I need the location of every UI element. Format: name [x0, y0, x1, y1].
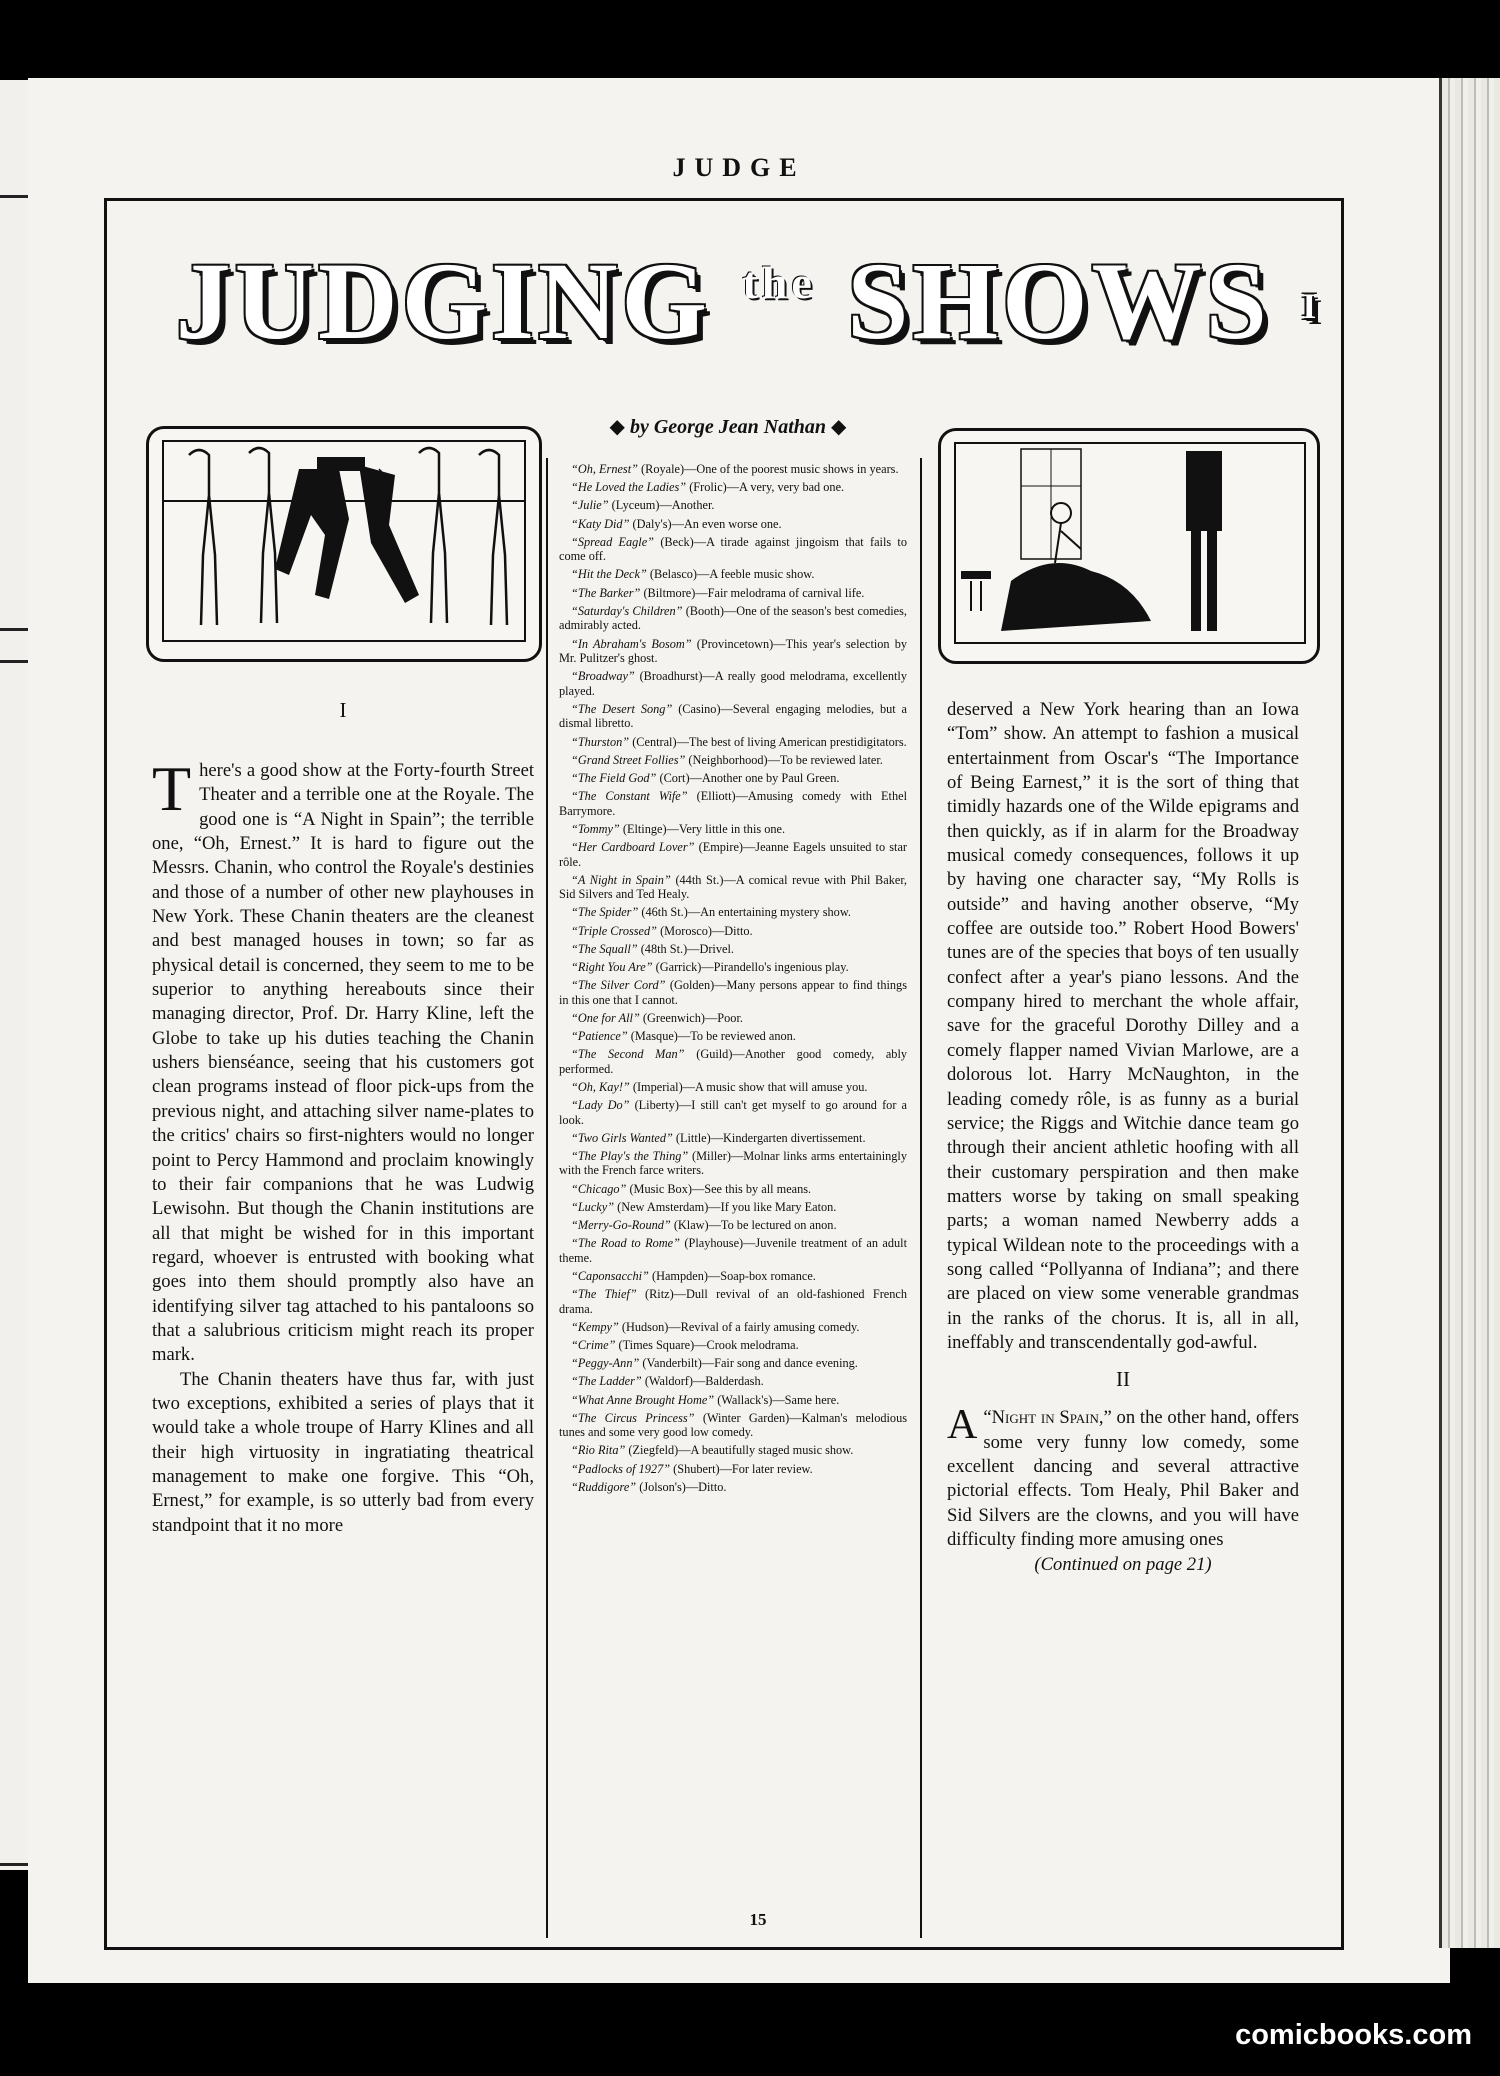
listing-description: (Times Square)—Crook melodrama.	[618, 1337, 799, 1352]
listing-title: “Right You Are”	[571, 959, 653, 974]
listing-entry	[559, 1029, 907, 1044]
listing-title: “What Anne Brought Home”	[571, 1392, 715, 1407]
listing-title: “Katy Did”	[571, 516, 630, 531]
article-paragraph	[152, 753, 534, 1368]
listing-description: (Beck)—A tirade against jingoism that fails to come off.	[559, 534, 907, 564]
listing-title: “Lady Do”	[571, 1098, 630, 1113]
listing-description: (Winter Garden)—Kalman's melodious tunes and some very good low comedy.	[559, 1410, 908, 1440]
listing-description: (Masque)—To be reviewed anon.	[630, 1029, 796, 1043]
listing-entry	[559, 1462, 907, 1477]
listing-entry	[559, 1236, 907, 1265]
magazine-page	[28, 78, 1450, 1983]
listing-description: (Daly's)—An even worse one.	[632, 516, 782, 531]
listing-entry	[559, 1200, 907, 1215]
listing-title: “Saturday's Children”	[571, 603, 683, 618]
listing-title: “Peggy-Ann”	[571, 1356, 640, 1371]
listing-title: “Rio Rita”	[571, 1443, 626, 1458]
listing-description: (Eltinge)—Very little in this one.	[622, 821, 786, 836]
listing-title: “Patience”	[571, 1029, 628, 1043]
listing-title: “Kempy”	[571, 1319, 619, 1334]
drawing-room-illustration	[938, 428, 1320, 664]
listing-title: “A Night in Spain”	[571, 872, 671, 887]
byline	[538, 414, 918, 439]
lead-in-smallcaps: Night in Spain,”	[991, 1407, 1112, 1429]
byline-ornament-icon: ◆	[609, 416, 625, 438]
listing-title: “The Silver Cord”	[571, 978, 666, 993]
listing-description: (Playhouse)—Juvenile treatment of an adult theme.	[559, 1236, 908, 1265]
listing-description: (Elliott)—Amusing comedy with Ethel Barrymore.	[559, 789, 907, 818]
listing-title: “The Thief”	[571, 1287, 637, 1302]
open-quote: “	[983, 1407, 992, 1429]
listing-description: (46th St.)—An entertaining mystery show.	[641, 905, 851, 920]
listing-description: (Ziegfeld)—A beautifully staged music show.	[628, 1443, 854, 1458]
listing-description: (Provincetown)—This year's selection by Mr. Pulitzer's ghost.	[559, 636, 908, 665]
byline-text: by George Jean Nathan	[629, 416, 827, 438]
listing-description: (Morosco)—Ditto.	[660, 923, 753, 938]
continued-note: (Continued on page 21)	[1034, 1554, 1212, 1576]
listing-description: (Greenwich)—Poor.	[642, 1010, 743, 1025]
listing-title: “Lucky”	[571, 1199, 615, 1214]
listing-title: “The Second Man”	[571, 1047, 685, 1062]
listing-title: “Padlocks of 1927”	[571, 1461, 671, 1476]
listing-entry	[559, 1218, 907, 1233]
listing-description: (Booth)—One of the season's best comedies, admirably acted.	[559, 603, 908, 633]
listing-entry	[559, 905, 907, 920]
listing-description: (Golden)—Many persons appear to find things in this one that I cannot.	[559, 978, 907, 1007]
listing-description: (Empire)—Jeanne Eagels unsuited to star rôle.	[559, 840, 907, 869]
listing-entry	[559, 771, 907, 786]
listing-title: “The Circus Princess”	[571, 1410, 695, 1425]
listing-entry	[559, 1080, 907, 1095]
listing-title: “Triple Crossed”	[571, 923, 657, 938]
listing-title: “Oh, Kay!”	[571, 1079, 630, 1094]
listing-entry	[559, 789, 907, 818]
listing-entry	[559, 462, 907, 477]
column-divider	[920, 458, 922, 1938]
listing-description: (48th St.)—Drivel.	[640, 941, 734, 956]
listing-title: “Thurston”	[571, 734, 630, 749]
listing-entry	[559, 702, 907, 731]
listing-title: “Chicago”	[571, 1181, 627, 1196]
listing-description: (Cort)—Another one by Paul Green.	[659, 770, 840, 785]
listing-entry	[559, 1374, 907, 1389]
listing-entry	[559, 669, 907, 698]
article-paragraph: The Chanin theaters have thus far, with just two exceptions, exhibited a series of plays that it would take a whole troupe of Harry Klines and all their high virtuosity in ingratiating theatrical management to make one forgive. This “Oh, Ernest,” for example, is so utterly bad from every standpoint that it no more	[152, 1368, 534, 1536]
right-column	[947, 698, 1299, 1576]
listing-description: (Royale)—One of the poorest music shows in years.	[641, 462, 899, 476]
listing-entry	[559, 1443, 907, 1458]
listing-entry	[559, 978, 907, 1007]
listing-entry	[559, 753, 907, 768]
masthead: JUDGE	[672, 153, 806, 182]
listing-description: (Ritz)—Dull revival of an old-fashioned French drama.	[559, 1287, 907, 1316]
listing-description: (Waldorf)—Balderdash.	[644, 1374, 764, 1389]
listing-entry	[559, 1411, 907, 1440]
listing-title: “Hit the Deck”	[571, 567, 647, 582]
listing-title: “The Ladder”	[571, 1374, 642, 1389]
listing-entry	[559, 1338, 907, 1353]
headline-shows: SHOWS	[847, 240, 1271, 362]
listing-title: “Crime”	[571, 1337, 616, 1352]
listing-title: “The Desert Song”	[571, 701, 673, 716]
listing-entry	[559, 517, 907, 532]
listing-description: (New Amsterdam)—If you like Mary Eaton.	[617, 1199, 837, 1214]
headline-numeral: I	[1302, 286, 1321, 326]
headline-main: JUDGING	[175, 240, 711, 362]
listing-entry	[559, 604, 907, 633]
chorus-line-illustration	[146, 426, 542, 662]
listing-entry	[559, 1131, 907, 1146]
listing-title: “Spread Eagle”	[571, 534, 655, 549]
listing-entry	[559, 822, 907, 837]
listing-description: (Belasco)—A feeble music show.	[649, 567, 815, 582]
listing-entry	[559, 1269, 907, 1284]
listing-description: (Garrick)—Pirandello's ingenious play.	[655, 959, 849, 974]
listing-description: (Wallack's)—Same here.	[717, 1392, 840, 1407]
listing-title: “The Road to Rome”	[571, 1236, 680, 1251]
section-number: II	[1116, 1367, 1130, 1392]
listing-description: (Liberty)—I still can't get myself to go around for a look.	[559, 1098, 908, 1127]
site-watermark: comicbooks.com	[1235, 2019, 1472, 2051]
listing-entry	[559, 873, 907, 902]
listing-title: “Caponsacchi”	[571, 1268, 649, 1283]
listing-title: “Julie”	[571, 498, 609, 513]
column-divider	[546, 458, 548, 1938]
listing-entry	[559, 1320, 907, 1335]
listing-title: “Grand Street Follies”	[571, 752, 686, 767]
listing-entry	[559, 840, 907, 869]
listing-description: (Lyceum)—Another.	[611, 498, 715, 513]
listing-description: (Neighborhood)—To be reviewed later.	[688, 752, 883, 767]
listing-entry	[559, 1393, 907, 1408]
listing-title: “One for All”	[571, 1010, 640, 1025]
listing-description: (Casino)—Several engaging melodies, but a dismal libretto.	[559, 701, 908, 731]
listing-description: (Vanderbilt)—Fair song and dance evening.	[642, 1356, 858, 1371]
article-paragraph	[947, 1402, 1299, 1552]
listing-entry	[559, 480, 907, 495]
listing-title: “He Loved the Ladies”	[571, 480, 687, 495]
left-column	[152, 698, 534, 1538]
listing-description: (Guild)—Another good comedy, ably performed.	[559, 1047, 908, 1076]
listing-entry	[559, 637, 907, 666]
listing-entry	[559, 567, 907, 582]
listing-description: (44th St.)—A comical revue with Phil Baker, Sid Silvers and Ted Healy.	[559, 872, 907, 902]
listing-title: “The Spider”	[571, 905, 639, 920]
listing-description: (Broadhurst)—A really good melodrama, excellently played.	[559, 669, 907, 698]
listing-description: (Hampden)—Soap-box romance.	[651, 1268, 816, 1283]
listing-description: (Imperial)—A music show that will amuse you.	[632, 1079, 868, 1094]
listing-title: “The Play's the Thing”	[571, 1148, 689, 1163]
listing-description: (Frolic)—A very, very bad one.	[689, 480, 845, 495]
listing-entry	[559, 586, 907, 601]
listing-title: “In Abraham's Bosom”	[571, 636, 692, 651]
listing-title: “Two Girls Wanted”	[571, 1130, 673, 1145]
byline-ornament-icon: ◆	[831, 416, 847, 438]
listing-entry	[559, 1182, 907, 1197]
listing-title: “Broadway”	[571, 669, 635, 684]
listing-title: “Tommy”	[571, 821, 620, 836]
listing-description: (Hudson)—Revival of a fairly amusing comedy.	[621, 1319, 860, 1334]
paragraph-text: here's a good show at the Forty-fourth Street Theater and a terrible one at the Royale. The good one is “A Night in Spain”; the terrible one, “Oh, Ernest.” It is hard to figure out the Messrs. Chanin, who control the Royale's destinies and those of a number of other new playhouses in New York. These Chanin theaters are the cleanest and best managed houses in town; so far as physical detail is concerned, they seem to me to be superior to anything hereabouts since their managing director, Prof. Dr. Harry Kline, left the Globe to take up his duties teaching the Chanin ushers bienséance, seeing that his customers got clean programs instead of floor pick-ups from the previous night, and attaching silver name-plates to the critics' chairs so first-nighters would no longer point to Percy Hammond and proclaim knowingly to their fair companions that he was Ludwig Lewisohn. But though the Chanin institutions are all that might be wished for in this important regard, whoever is entrusted with booking what goes into them should promptly also have an identifying silver tag attached to his pantaloons so that a salubrious criticism might reach its proper mark.	[152, 760, 534, 1366]
listing-title: “Her Cardboard Lover”	[571, 840, 695, 854]
page-number: 15	[749, 1910, 767, 1929]
listing-entry	[559, 1356, 907, 1371]
listing-description: (Shubert)—For later review.	[673, 1461, 813, 1476]
paragraph-text: on the other hand, offers some very funny low comedy, some excellent dancing and several attractive pictorial effects. Tom Healy, Phil Baker and Sid Silvers are the clowns, and you will have difficulty finding more amusing ones	[947, 1407, 1299, 1550]
listing-entry	[559, 942, 907, 957]
headline-the: the	[742, 257, 816, 308]
listing-entry	[559, 1098, 907, 1127]
listing-title: “The Squall”	[571, 941, 638, 956]
article-headline	[158, 240, 1338, 362]
listing-title: “Merry-Go-Round”	[571, 1218, 671, 1232]
section-number: I	[339, 698, 347, 722]
listing-title: “Ruddigore”	[571, 1479, 637, 1494]
listing-entry	[559, 924, 907, 939]
listing-title: “Oh, Ernest”	[571, 462, 638, 476]
listing-entry	[559, 1149, 907, 1178]
listing-entry	[559, 1480, 907, 1495]
drop-cap: A	[947, 1402, 978, 1449]
listing-description: (Miller)—Molnar links arms entertainingly with the French farce writers.	[559, 1148, 907, 1178]
listing-entry	[559, 960, 907, 975]
listing-description: (Jolson's)—Ditto.	[639, 1479, 727, 1494]
book-page-edges	[1439, 78, 1500, 1948]
listing-description: (Music Box)—See this by all means.	[629, 1181, 812, 1196]
listing-entry	[559, 535, 907, 564]
drop-cap: T	[152, 753, 192, 824]
show-listings	[559, 462, 907, 1498]
listing-description: (Little)—Kindergarten divertissement.	[675, 1130, 866, 1145]
article-paragraph: deserved a New York hearing than an Iowa “Tom” show. An attempt to fashion a musical entertainment from Oscar's “The Importance of Being Earnest,” it is the sort of thing that timidly hazards one of the Wilde epigrams and then quickly, as if in alarm for the Broadway musical comedy consequences, follows it up by having one character say, “My Rolls is outside” and having another observe, “My coffee are outside too.” Robert Hood Bowers' tunes are of the species that boys of ten usually confect after a year's piano lessons. And the company hired to merchant the whole affair, save for the graceful Dorothy Dilley and a comely flapper named Vivian Marlowe, are a dolorous lot. Harry McNaughton, in the leading comedy rôle, is as funny as a burial service; the Riggs and Witchie dance team go through their ancient athletic hoofing with all their customary perspiration and then make matters worse by taking on small speaking parts; a woman named Newberry adds a typical Wildean note to the proceedings with a song called “Pollyanna of Indiana”; and there are placed on view some venerable grandmas in the ranks of the chorus. It is, all in all, ineffably and transcendentally god-awful.	[947, 699, 1299, 1353]
listing-description: (Central)—The best of living American prestidigitators.	[632, 734, 907, 749]
listing-description: (Klaw)—To be lectured on anon.	[673, 1218, 837, 1232]
listing-entry	[559, 1011, 907, 1026]
listing-title: “The Field God”	[571, 770, 657, 785]
listing-description: (Biltmore)—Fair melodrama of carnival life.	[643, 585, 865, 600]
listing-title: “The Constant Wife”	[571, 789, 688, 804]
listing-entry	[559, 1047, 907, 1076]
listing-entry	[559, 1287, 907, 1316]
listing-entry	[559, 735, 907, 750]
listing-entry	[559, 498, 907, 513]
listing-title: “The Barker”	[571, 585, 641, 600]
